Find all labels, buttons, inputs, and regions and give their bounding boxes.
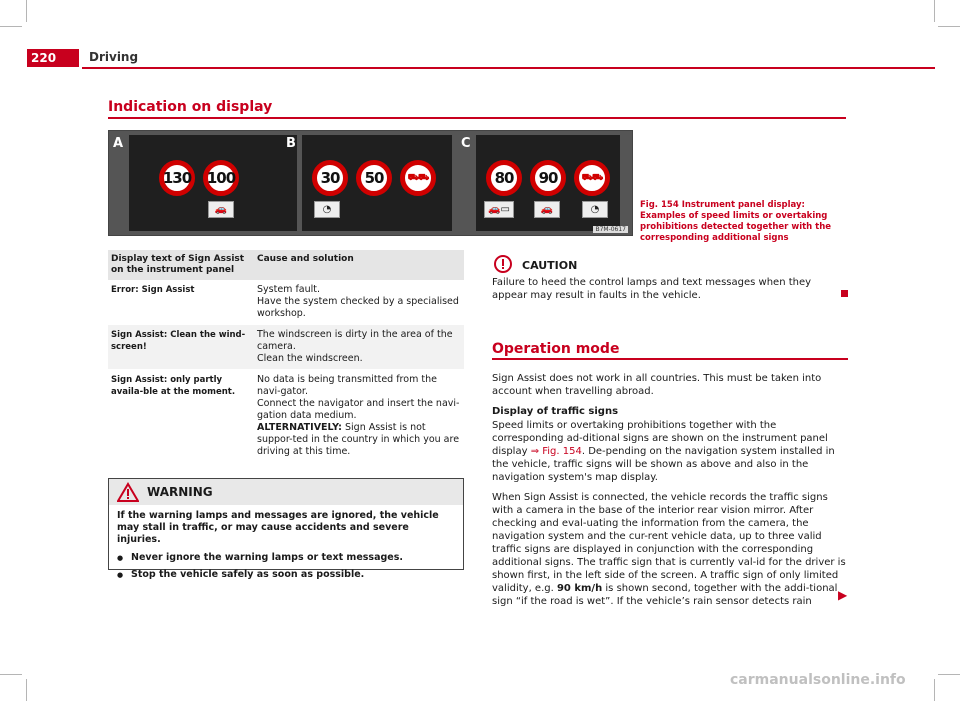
speed-sign-100: 100: [203, 160, 239, 196]
caution-icon: [493, 254, 513, 274]
figure-caption: Fig. 154 Instrument panel display: Examples of speed limits or overtaking prohibitions detected together with the corresponding additional signs: [640, 200, 832, 243]
compass-icon: ◔: [314, 201, 340, 218]
figure-154: [108, 130, 633, 236]
no-overtaking-icon: ⛟⛟: [400, 160, 436, 196]
section-title-operation-mode: Operation mode: [492, 341, 620, 357]
warning-triangle-icon: [117, 482, 139, 502]
speed-sign-80: 80: [486, 160, 522, 196]
section-rule: [108, 117, 846, 119]
table-row: Sign Assist: only partly availa-ble at the moment. No data is being transmitted from the navi-gator. Connect the navigator and insert the navi-gation data medium. ALTERNATIVELY: Sign Assist is not suppor-ted in the country in which you are driving at this time.: [108, 370, 464, 463]
panel-a: [129, 135, 297, 231]
table-header: Cause and solution: [254, 250, 464, 280]
sign-assist-table: [108, 250, 464, 462]
watermark: carmanualsonline.info: [730, 672, 906, 688]
figure-code: B7M-0617: [595, 226, 626, 233]
panel-label-a: A: [113, 136, 124, 151]
car-icon: 🚗: [208, 201, 234, 218]
no-overtaking-icon: ⛟⛟: [574, 160, 610, 196]
speed-sign-90: 90: [530, 160, 566, 196]
table-row: Sign Assist: Clean the wind-screen! The windscreen is dirty in the area of the camera. Clean the windscreen.: [108, 325, 464, 370]
warning-box: [108, 478, 464, 580]
page-number: 220: [27, 49, 79, 67]
continue-arrow-icon: ▶: [838, 588, 848, 602]
speed-sign-130: 130: [159, 160, 195, 196]
table-header: Display text of Sign Assist on the instrument panel: [108, 250, 254, 280]
table-row: Error: Sign Assist System fault. Have the system checked by a specialised workshop.: [111, 284, 459, 319]
chapter-title: Driving: [89, 50, 139, 64]
panel-label-c: C: [461, 136, 471, 151]
car-icon: 🚗: [534, 201, 560, 218]
caution-text: Failure to heed the control lamps and text messages when they appear may result in faults in the vehicle.: [492, 277, 812, 301]
caution-title: CAUTION: [522, 259, 578, 272]
warning-bullet: ● Never ignore the warning lamps or text messages.: [117, 552, 455, 564]
warning-intro: If the warning lamps and messages are ignored, the vehicle may stall in traffic, or may cause accidents and severe injuries.: [117, 510, 439, 545]
speed-sign-30: 30: [312, 160, 348, 196]
warning-bullet: ● Stop the vehicle safely as soon as possible.: [117, 569, 455, 581]
panel-label-b: B: [286, 136, 296, 151]
fig-link[interactable]: ⇒ Fig. 154: [530, 446, 582, 457]
warning-title: WARNING: [147, 485, 213, 499]
section-rule: [492, 358, 848, 360]
panel-c: [476, 135, 620, 231]
panel-b: [302, 135, 452, 231]
speed-sign-50: 50: [356, 160, 392, 196]
end-mark: [841, 290, 848, 297]
header-rule: [82, 67, 935, 69]
compass-icon: ◔: [582, 201, 608, 218]
operation-mode-text: Sign Assist does not work in all countries. This must be taken into account when travelling abroad. Display of traffic signs Speed limits or overtaking prohibitions together with the corresponding ad-ditional signs are shown on the instrument panel display ⇒ Fig. 154. De-pending on the navigation system installed in the vehicle, traffic signs will be shown as above and also in the navigation system's map display. When Sign Assist is connected, the vehicle records the traffic signs with a camera in the base of the interior rear vision mirror. After checking and eval-uating the information from the camera, the navigation system and the cur-rent vehicle data, up to three valid traffic signs are displayed in conjunction with the corresponding additional signs. The traffic sign that is currently val-id for the driver is shown first, in the left side of the screen. A traffic sign of only limited validity, e.g. 90 km/h is shown second, together with the addi-tional sign “if the road is wet”. If the vehicle’s rain sensor detects rain: [492, 373, 846, 607]
trailer-icon: 🚗▭: [484, 201, 514, 218]
section-title-indication: Indication on display: [108, 99, 273, 115]
